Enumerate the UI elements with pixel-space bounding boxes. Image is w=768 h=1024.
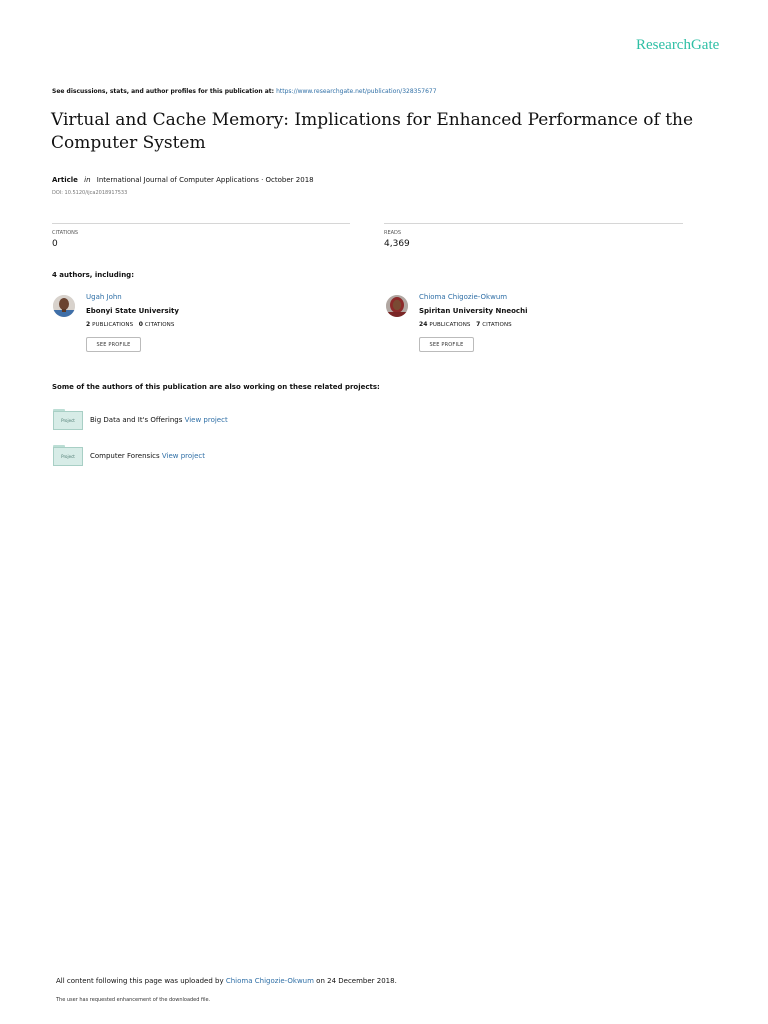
author-citations-label: CITATIONS [482, 322, 512, 328]
author-citations-label: CITATIONS [144, 322, 175, 328]
discussion-prefix: See discussions, stats, and author profiles for this publication at: [52, 88, 275, 95]
author-name-link[interactable]: Chioma Chigozie-Okwum [419, 293, 508, 301]
authors-heading: 4 authors, including: [52, 271, 134, 279]
project-name: Big Data and It's Offerings [90, 416, 183, 424]
author-avatar-ugah-john[interactable] [53, 295, 75, 317]
publication-in: in [84, 176, 91, 184]
publication-venue: International Journal of Computer Applications · October 2018 [96, 176, 314, 184]
view-project-link[interactable]: View project [161, 452, 206, 460]
publication-title: Virtual and Cache Memory: Implications for Enhanced Performance of the Computer System [51, 110, 694, 153]
author-stats [419, 321, 512, 328]
author-publications-label: PUBLICATIONS [429, 322, 471, 328]
author-publications-count: 2 [86, 321, 91, 328]
see-profile-button[interactable]: SEE PROFILE [419, 337, 474, 352]
author-avatar-chioma-chigozie-okwum[interactable] [386, 295, 408, 317]
publication-url-link[interactable]: https://www.researchgate.net/publication/328357677 [276, 88, 437, 95]
project-badge: Project [53, 411, 83, 430]
reads-label: READS [384, 230, 402, 236]
publication-doi: DOI: 10.5120/ijca2018917533 [52, 190, 128, 196]
citations-value: 0 [52, 239, 58, 249]
author-citations-count: 7 [476, 321, 481, 328]
project-name: Computer Forensics [90, 452, 160, 460]
author-stats [86, 321, 174, 328]
author-institution: Ebonyi State University [86, 307, 179, 315]
upload-info [56, 977, 397, 985]
publication-meta [52, 176, 314, 184]
uploader-link[interactable]: Chioma Chigozie-Okwum [225, 977, 314, 985]
discussion-line [52, 88, 437, 95]
projects-heading: Some of the authors of this publication are also working on these related projects: [52, 383, 380, 391]
publication-type: Article [52, 176, 78, 184]
citations-divider [52, 223, 350, 224]
project-folder-icon [53, 409, 83, 430]
enhancement-note: The user has requested enhancement of the downloaded file. [56, 997, 211, 1003]
author-institution: Spiritan University Nneochi [419, 307, 528, 315]
project-item [90, 452, 205, 460]
author-publications-count: 24 [419, 321, 428, 328]
see-profile-button[interactable]: SEE PROFILE [86, 337, 141, 352]
project-badge: Project [53, 447, 83, 466]
project-folder-icon [53, 445, 83, 466]
upload-suffix: on 24 December 2018. [316, 977, 397, 985]
upload-prefix: All content following this page was uploaded by [56, 977, 224, 985]
view-project-link[interactable]: View project [184, 416, 228, 424]
author-citations-count: 0 [138, 321, 144, 328]
citations-label: CITATIONS [52, 230, 79, 236]
reads-value: 4,369 [384, 239, 410, 249]
author-publications-label: PUBLICATIONS [92, 322, 134, 328]
project-item [90, 416, 228, 424]
researchgate-logo[interactable]: ResearchGate [636, 37, 720, 53]
author-name-link[interactable]: Ugah John [86, 293, 122, 301]
reads-divider [384, 223, 683, 224]
